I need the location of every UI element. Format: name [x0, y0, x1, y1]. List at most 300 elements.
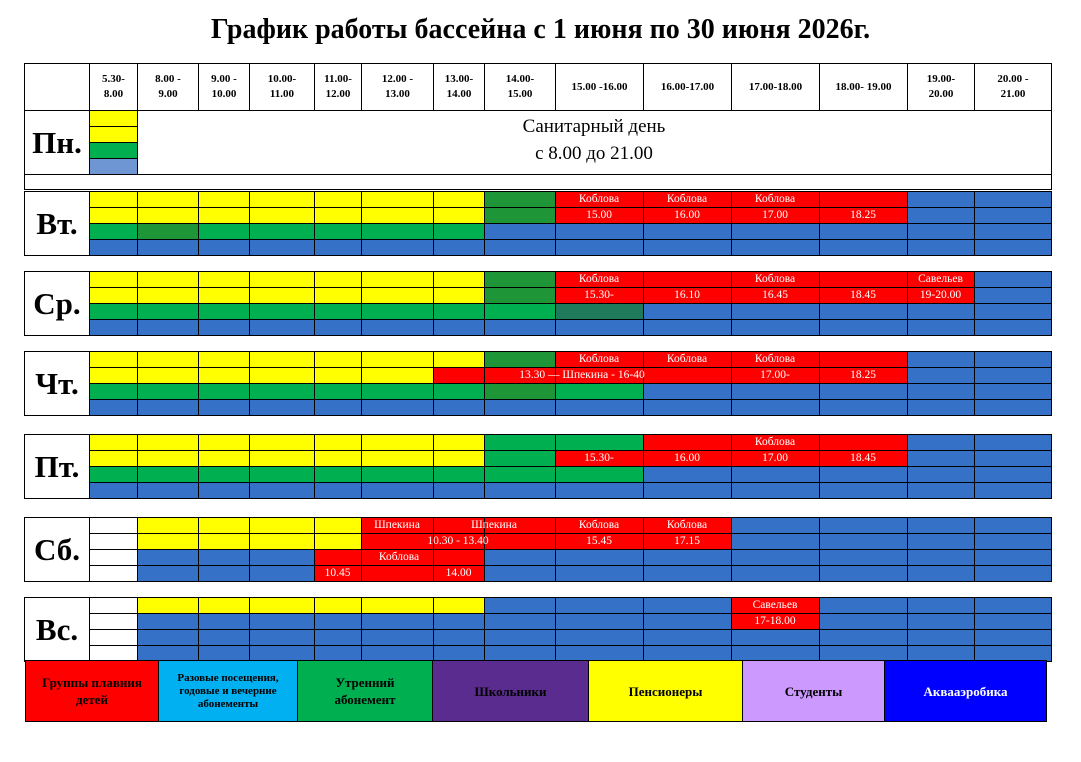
schedule-cell [484, 351, 556, 368]
schedule-cell [137, 207, 199, 224]
schedule-cell [137, 303, 199, 320]
schedule-cell [819, 399, 908, 416]
schedule-cell [314, 629, 362, 646]
schedule-cell [974, 351, 1052, 368]
schedule-cell [249, 613, 315, 630]
schedule-cell [731, 223, 820, 240]
schedule-cell [137, 434, 199, 451]
schedule-cell [249, 271, 315, 288]
sanitary-day-text: с 8.00 до 21.00 [535, 143, 653, 164]
schedule-cell [89, 351, 138, 368]
schedule-cell [198, 533, 250, 550]
schedule-cell [89, 303, 138, 320]
schedule-cell [361, 629, 434, 646]
schedule-cell [643, 482, 732, 499]
schedule-cell [433, 629, 485, 646]
schedule-cell [907, 434, 975, 451]
schedule-cell [907, 383, 975, 400]
schedule-cell [314, 319, 362, 336]
schedule-label: Савельев [752, 599, 798, 611]
schedule-cell [249, 191, 315, 208]
schedule-cell [484, 223, 556, 240]
schedule-cell [137, 383, 199, 400]
schedule-cell [198, 549, 250, 566]
schedule-cell [643, 383, 732, 400]
schedule-cell [974, 434, 1052, 451]
schedule-cell [314, 450, 362, 467]
schedule-cell [643, 319, 732, 336]
schedule-cell [361, 434, 434, 451]
schedule-label: Шпекина [471, 519, 517, 531]
schedule-cell [89, 450, 138, 467]
schedule-label: 17.00- [760, 369, 790, 381]
schedule-cell [731, 399, 820, 416]
schedule-cell [89, 207, 138, 224]
schedule-label: 17.15 [674, 535, 700, 547]
schedule-label: 18.25 [850, 209, 876, 221]
schedule-label: 17-18.00 [754, 615, 796, 627]
day-name: Вс. [24, 597, 90, 662]
schedule-cell [731, 565, 820, 582]
schedule-cell [249, 207, 315, 224]
time-slot-header: 10.00- 11.00 [249, 63, 315, 111]
schedule-cell [974, 517, 1052, 534]
schedule-cell [484, 466, 556, 483]
schedule-cell [643, 466, 732, 483]
schedule-label: 15.30- [584, 289, 614, 301]
schedule-cell [974, 223, 1052, 240]
schedule-label: 16.45 [762, 289, 788, 301]
schedule-cell [907, 450, 975, 467]
schedule-cell [555, 223, 644, 240]
schedule-cell [819, 191, 908, 208]
schedule-cell [137, 351, 199, 368]
schedule-cell [907, 223, 975, 240]
schedule-cell [433, 482, 485, 499]
schedule-cell [555, 319, 644, 336]
schedule-cell [249, 399, 315, 416]
schedule-cell [643, 271, 732, 288]
schedule-cell [555, 629, 644, 646]
schedule-cell [89, 110, 138, 127]
schedule-cell [249, 517, 315, 534]
schedule-cell [314, 399, 362, 416]
schedule-cell [433, 466, 485, 483]
schedule-cell [198, 613, 250, 630]
schedule-cell [89, 287, 138, 304]
schedule-cell [484, 549, 556, 566]
spacer-row [24, 174, 1052, 190]
schedule-cell [249, 549, 315, 566]
legend-item: Студенты [742, 660, 885, 722]
schedule-cell [89, 271, 138, 288]
schedule-cell [643, 629, 732, 646]
schedule-cell [433, 287, 485, 304]
schedule-cell [907, 613, 975, 630]
schedule-cell [819, 319, 908, 336]
schedule-cell [555, 466, 644, 483]
schedule-cell [643, 303, 732, 320]
schedule-cell [314, 383, 362, 400]
schedule-cell [555, 303, 644, 320]
schedule-cell [819, 549, 908, 566]
schedule-cell [731, 549, 820, 566]
time-slot-header: 9.00 - 10.00 [198, 63, 250, 111]
schedule-cell [137, 223, 199, 240]
schedule-cell [974, 597, 1052, 614]
schedule-cell [89, 482, 138, 499]
schedule-cell [731, 319, 820, 336]
legend-item: Разовые посещения, годовые и вечерние абонементы [158, 660, 298, 722]
schedule-cell [907, 533, 975, 550]
schedule-label: 15.30- [584, 452, 614, 464]
schedule-cell [137, 613, 199, 630]
schedule-cell [484, 629, 556, 646]
schedule-cell [974, 287, 1052, 304]
schedule-cell [974, 565, 1052, 582]
schedule-cell [314, 613, 362, 630]
schedule-cell [484, 239, 556, 256]
schedule-cell [198, 223, 250, 240]
schedule-cell [89, 517, 138, 534]
schedule-cell [907, 191, 975, 208]
schedule-cell [249, 287, 315, 304]
schedule-cell [819, 271, 908, 288]
schedule-cell [314, 466, 362, 483]
schedule-label: Коблова [754, 273, 796, 285]
schedule-cell [314, 303, 362, 320]
time-slot-header: 8.00 - 9.00 [137, 63, 199, 111]
schedule-cell [249, 450, 315, 467]
schedule-cell [137, 466, 199, 483]
schedule-cell [433, 303, 485, 320]
schedule-cell [198, 351, 250, 368]
schedule-cell [643, 399, 732, 416]
day-name: Пн. [24, 110, 90, 175]
schedule-cell [361, 207, 434, 224]
schedule-cell [137, 450, 199, 467]
time-slot-header: 20.00 - 21.00 [974, 63, 1052, 111]
time-slot-header: 16.00-17.00 [643, 63, 732, 111]
schedule-cell [198, 383, 250, 400]
schedule-cell [361, 367, 434, 384]
schedule-cell [907, 565, 975, 582]
schedule-cell [974, 466, 1052, 483]
schedule-cell [198, 271, 250, 288]
schedule-cell [819, 613, 908, 630]
schedule-cell [198, 629, 250, 646]
schedule-cell [198, 597, 250, 614]
schedule-cell [137, 287, 199, 304]
schedule-cell [907, 549, 975, 566]
schedule-cell [89, 434, 138, 451]
schedule-label: 18.25 [850, 369, 876, 381]
schedule-cell [137, 191, 199, 208]
legend-item: Аквааэробика [884, 660, 1047, 722]
schedule-label: 15.00 [586, 209, 612, 221]
schedule-label: Коблова [578, 193, 620, 205]
schedule-cell [643, 434, 732, 451]
time-slot-header: 17.00-18.00 [731, 63, 820, 111]
schedule-cell [484, 319, 556, 336]
schedule-cell [974, 319, 1052, 336]
schedule-label: 18.45 [850, 452, 876, 464]
schedule-cell [249, 351, 315, 368]
schedule-cell [89, 142, 138, 159]
schedule-cell [974, 482, 1052, 499]
schedule-cell [137, 533, 199, 550]
schedule-cell [89, 191, 138, 208]
schedule-cell [907, 482, 975, 499]
schedule-cell [249, 533, 315, 550]
schedule-cell [89, 383, 138, 400]
schedule-cell [819, 629, 908, 646]
schedule-cell [249, 319, 315, 336]
schedule-label: Коблова [666, 519, 708, 531]
schedule-cell [314, 287, 362, 304]
schedule-cell [484, 207, 556, 224]
schedule-cell [555, 565, 644, 582]
schedule-cell [484, 450, 556, 467]
schedule-cell [555, 399, 644, 416]
schedule-cell [249, 434, 315, 451]
schedule-cell [314, 533, 362, 550]
time-slot-header: 5.30- 8.00 [89, 63, 138, 111]
day-name: Пт. [24, 434, 90, 499]
schedule-label: 15.45 [586, 535, 612, 547]
schedule-label: 10.45 [324, 567, 351, 579]
schedule-cell [249, 629, 315, 646]
schedule-cell [819, 597, 908, 614]
schedule-label: Коблова [578, 273, 620, 285]
schedule-cell [198, 287, 250, 304]
time-slot-header: 18.00- 19.00 [819, 63, 908, 111]
schedule-cell [484, 191, 556, 208]
schedule-cell [484, 287, 556, 304]
schedule-label: 19-20.00 [919, 289, 962, 301]
schedule-cell [484, 565, 556, 582]
schedule-cell [819, 517, 908, 534]
schedule-cell [361, 565, 434, 582]
schedule-cell [433, 450, 485, 467]
schedule-cell [907, 319, 975, 336]
schedule-label: Шпекина [374, 519, 420, 531]
schedule-cell [198, 303, 250, 320]
schedule-cell [907, 399, 975, 416]
schedule-cell [643, 549, 732, 566]
legend-item: Группы плавния детей [25, 660, 159, 722]
schedule-cell [974, 399, 1052, 416]
schedule-cell [198, 482, 250, 499]
schedule-cell [974, 191, 1052, 208]
header-corner [24, 63, 90, 111]
schedule-cell [643, 223, 732, 240]
schedule-label: Коблова [666, 193, 708, 205]
schedule-cell [907, 351, 975, 368]
schedule-cell [555, 549, 644, 566]
schedule-cell [819, 351, 908, 368]
schedule-cell [433, 597, 485, 614]
schedule-cell [89, 466, 138, 483]
schedule-cell [361, 351, 434, 368]
schedule-cell [89, 533, 138, 550]
schedule-cell [198, 399, 250, 416]
schedule-cell [731, 466, 820, 483]
schedule-cell [907, 207, 975, 224]
schedule-cell [433, 434, 485, 451]
schedule-cell [433, 239, 485, 256]
schedule-cell [484, 383, 556, 400]
schedule-cell [974, 303, 1052, 320]
schedule-cell [974, 239, 1052, 256]
schedule-cell [314, 239, 362, 256]
schedule-cell [974, 549, 1052, 566]
schedule-cell [974, 450, 1052, 467]
schedule-cell [361, 271, 434, 288]
schedule-label: Коблова [754, 353, 796, 365]
schedule-cell [555, 597, 644, 614]
schedule-cell [361, 319, 434, 336]
page-title: График работы бассейна с 1 июня по 30 июня 2026г. [210, 14, 871, 45]
schedule-cell [249, 303, 315, 320]
time-slot-header: 13.00- 14.00 [433, 63, 485, 111]
schedule-cell [198, 367, 250, 384]
schedule-cell [314, 597, 362, 614]
schedule-cell [555, 434, 644, 451]
schedule-cell [484, 597, 556, 614]
schedule-cell [819, 223, 908, 240]
schedule-cell [198, 565, 250, 582]
schedule-cell [361, 450, 434, 467]
schedule-cell [484, 482, 556, 499]
schedule-cell [555, 482, 644, 499]
schedule-cell [433, 191, 485, 208]
schedule-cell [433, 399, 485, 416]
schedule-cell [731, 517, 820, 534]
day-name: Сб. [24, 517, 90, 582]
schedule-cell [361, 383, 434, 400]
schedule-cell [361, 303, 434, 320]
schedule-cell [484, 271, 556, 288]
schedule-cell [249, 383, 315, 400]
schedule-cell [361, 223, 434, 240]
schedule-label: Коблова [578, 353, 620, 365]
time-slot-header: 14.00- 15.00 [484, 63, 556, 111]
schedule-cell [89, 158, 138, 175]
schedule-cell [731, 629, 820, 646]
schedule-cell [137, 549, 199, 566]
schedule-label: 14.00 [445, 567, 472, 579]
schedule-cell [819, 303, 908, 320]
schedule-cell [484, 613, 556, 630]
schedule-cell [249, 597, 315, 614]
schedule-cell [974, 533, 1052, 550]
schedule-cell [361, 466, 434, 483]
schedule-cell [198, 239, 250, 256]
schedule-label: Коблова [754, 193, 796, 205]
schedule-cell [643, 565, 732, 582]
schedule-cell [249, 223, 315, 240]
schedule-cell [198, 191, 250, 208]
schedule-cell [137, 629, 199, 646]
schedule-cell [137, 271, 199, 288]
schedule-cell [198, 207, 250, 224]
schedule-cell [314, 207, 362, 224]
schedule-cell [819, 482, 908, 499]
schedule-cell [89, 629, 138, 646]
day-name: Вт. [24, 191, 90, 256]
schedule-cell [361, 482, 434, 499]
schedule-cell [314, 517, 362, 534]
schedule-cell [819, 466, 908, 483]
schedule-cell [484, 303, 556, 320]
schedule-cell [89, 239, 138, 256]
schedule-cell [643, 613, 732, 630]
schedule-cell [314, 434, 362, 451]
schedule-cell [433, 351, 485, 368]
schedule-cell [137, 319, 199, 336]
schedule-cell [643, 239, 732, 256]
schedule-cell [819, 239, 908, 256]
time-slot-header: 12.00 - 13.00 [361, 63, 434, 111]
schedule-cell [555, 239, 644, 256]
schedule-cell [974, 207, 1052, 224]
schedule-cell [89, 549, 138, 566]
schedule-cell [89, 565, 138, 582]
schedule-cell [731, 482, 820, 499]
schedule-cell [89, 597, 138, 614]
schedule-label: 16.00 [674, 452, 700, 464]
schedule-cell [198, 517, 250, 534]
schedule-cell [907, 629, 975, 646]
schedule-cell [555, 383, 644, 400]
schedule-cell [819, 533, 908, 550]
schedule-cell [974, 613, 1052, 630]
schedule-cell [731, 383, 820, 400]
schedule-cell [907, 517, 975, 534]
schedule-label: Коблова [578, 519, 620, 531]
schedule-cell [198, 434, 250, 451]
legend-item: Пенсионеры [588, 660, 743, 722]
schedule-cell [249, 482, 315, 499]
schedule-cell [249, 466, 315, 483]
schedule-cell [819, 434, 908, 451]
schedule-label: Савельев [918, 273, 963, 285]
schedule-cell [974, 383, 1052, 400]
schedule-cell [433, 383, 485, 400]
schedule-cell [314, 223, 362, 240]
schedule-label: 16.00 [674, 209, 700, 221]
schedule-cell [731, 533, 820, 550]
schedule-cell [361, 287, 434, 304]
schedule-cell [89, 399, 138, 416]
schedule-cell [555, 613, 644, 630]
schedule-cell [974, 271, 1052, 288]
schedule-cell [89, 367, 138, 384]
schedule-cell [137, 367, 199, 384]
schedule-cell [314, 482, 362, 499]
schedule-cell [198, 466, 250, 483]
schedule-cell [731, 239, 820, 256]
schedule-label: Коблова [754, 436, 796, 448]
schedule-cell [433, 319, 485, 336]
schedule-cell [314, 191, 362, 208]
schedule-cell [731, 303, 820, 320]
schedule-label: 16.10 [674, 289, 700, 301]
schedule-cell [484, 434, 556, 451]
schedule-cell [433, 207, 485, 224]
schedule-cell [361, 597, 434, 614]
